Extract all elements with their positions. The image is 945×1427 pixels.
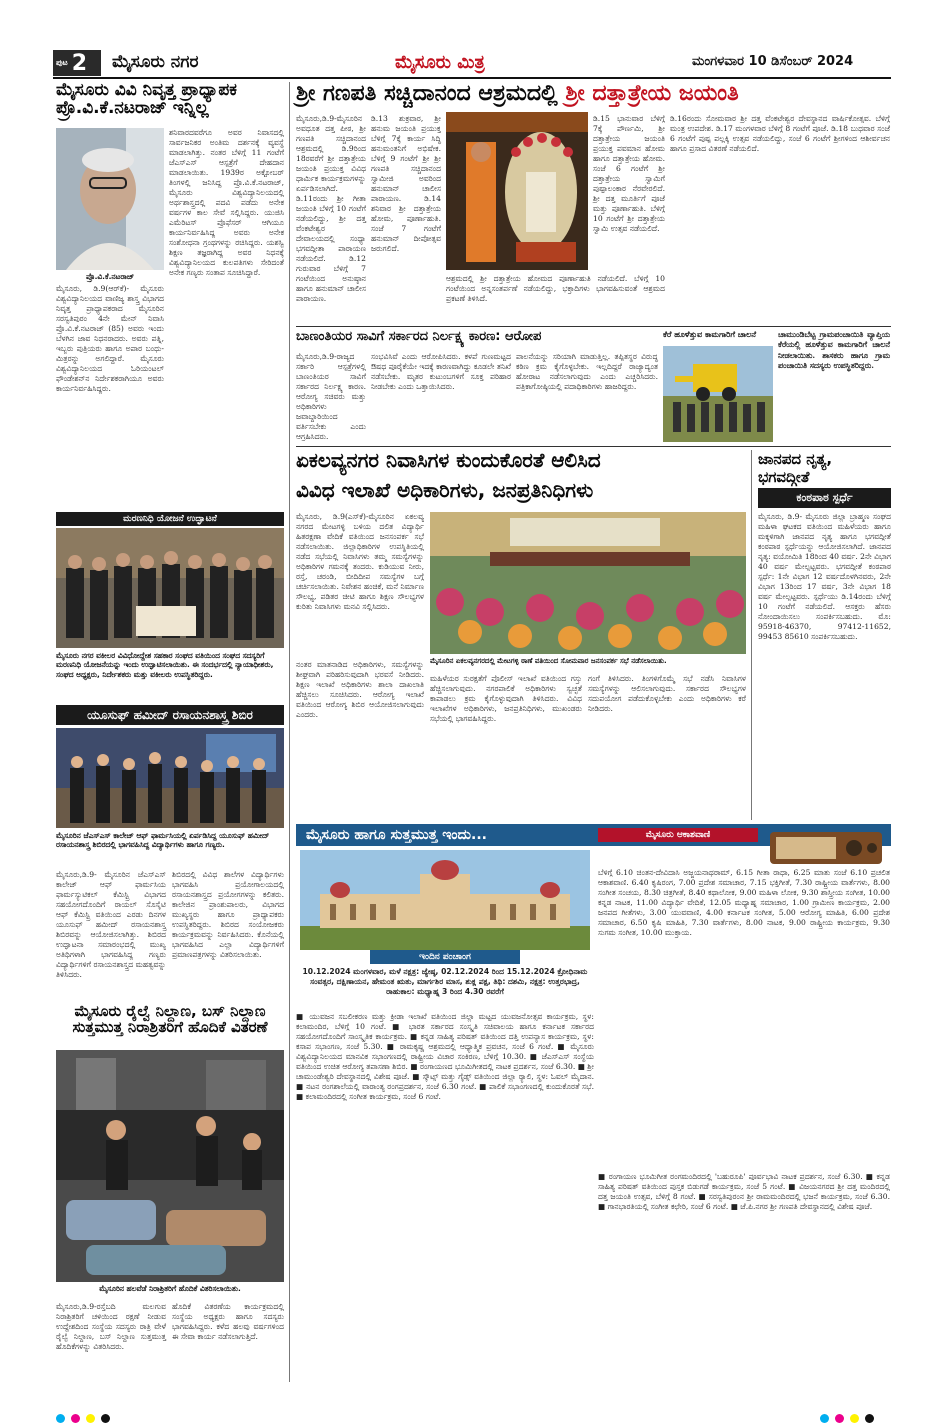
railway-col2: ಹೊದಿಕೆ ವಿತರಣೆಯ ಕಾರ್ಯಕ್ರಮದಲ್ಲಿ ಸಂಸ್ಥೆಯ ಅಧ್ಯಕ್ಷರು ಹಾಗೂ ಸದಸ್ಯರು ಭಾಗವಹಿಸಿದ್ದರು. ಕಳೆದ ಹಲವು ವರ್ಷಗಳಿಂದ ಈ ಸೇವಾ ಕಾರ್ಯ ನಡೆಸಲಾಗುತ್ತಿದೆ.	[172, 1302, 284, 1342]
ganapati-col4: ಡಿ.16ರಂದು ಸೋಮವಾರ ಶ್ರೀ ದತ್ತ ವೆಂಕಟೇಶ್ವರ ದೇವಸ್ಥಾನದ ವಾರ್ಷಿಕೋತ್ಸವ. ಬೆಳಿಗ್ಗೆ ಮಂತ್ರ ಉಪದೇಶ. ಡಿ.17 ಮಂಗಳವಾರ ಬೆಳಿಗ್ಗೆ 8 ಗಂಟೆಗೆ ಪೂಜೆ. ಡಿ.18 ಬುಧವಾರ ಸಂಜೆ 6 ಗಂಟೆಗೆ ಪುಷ್ಪ ಪಲ್ಲಕ್ಕಿ ಉತ್ಸವ ನಡೆಯಲಿದ್ದು, ಸಂಜೆ 6 ಗಂಟೆಗೆ ಶ್ರೀಗಳಿಂದ ಆಶೀರ್ವಚನ ಹಾಗೂ ಪ್ರಸಾದ ವಿತರಣೆ ನಡೆಯಲಿದೆ.	[670, 114, 890, 154]
ekalavya-col3: ಮಹಿಳೆಯರ ಸುರಕ್ಷತೆಗೆ ಪೊಲೀಸ್ ಇಲಾಖೆ ವತಿಯಿಂದ ಗಸ್ತು ಹೆಚ್ಚಿಸಲಾಗುವುದು. ನಗರಪಾಲಿಕೆ ಅಧಿಕಾರಿಗಳು ಸ್ವಚ್ಛತೆ ಕಾಪಾಡಲು ಕ್ರಮ ಕೈಗೊಳ್ಳುವುದಾಗಿ ತಿಳಿಸಿದರು. ವಿವಿಧ ಇಲಾಖೆಗಳ ಅಧಿಕಾರಿಗಳು, ಜನಪ್ರತಿನಿಧಿಗಳು, ಮುಖಂಡರು ಸಭೆಯಲ್ಲಿ ಭಾಗವಹಿಸಿದ್ದರು.	[430, 674, 582, 724]
ekalavya-col4: ಗಂಗೆ ತಿಳಿಸಿದರು. ತಿಂಗಳಿಗೊಮ್ಮೆ ಸಭೆ ನಡೆಸಿ ನಿವಾಸಿಗಳ ಸಮಸ್ಯೆಗಳನ್ನು ಆಲಿಸಲಾಗುವುದು. ಸರ್ಕಾರದ ಸೌಲಭ್ಯಗಳ ಸದುಪಯೋಗ ಪಡೆದುಕೊಳ್ಳಬೇಕು ಎಂದು ಅಧಿಕಾರಿಗಳು ಕರೆ ನೀಡಿದರು.	[588, 674, 746, 714]
ekalavya-caption: ಮೈಸೂರಿನ ಏಕಲವ್ಯನಗರದಲ್ಲಿ ಮೇಟಗಳ್ಳಿ ಠಾಣೆ ವತಿಯಿಂದ ಸೋಮವಾರ ಜನಸಂಪರ್ಕ ಸಭೆ ನಡೆಸಲಾಯಿತು.	[430, 657, 667, 665]
events-list-left: ■ ಯುವಜನ ಸಬಲೀಕರಣ ಮತ್ತು ಕ್ರೀಡಾ ಇಲಾಖೆ ವತಿಯಿಂದ ಜಿಲ್ಲಾ ಮಟ್ಟದ ಯುವಜನೋತ್ಸವ ಕಾರ್ಯಕ್ರಮ, ಸ್ಥಳ: ಕಲಾಮಂದಿರ, ಬೆಳಿಗ್ಗೆ 10 ಗಂಟೆ. ■ ಭಾರತ ಸರ್ಕಾರದ ಸಂಸ್ಕೃತಿ ಸಚಿವಾಲಯ ಹಾಗೂ ಕರ್ನಾಟಕ ಸರ್ಕಾರದ ಸಹಯೋಗದೊಂದಿಗೆ ಸಾಂಸ್ಕೃತಿಕ ಕಾರ್ಯಕ್ರಮ. ■ ಕನ್ನಡ ಸಾಹಿತ್ಯ ಪರಿಷತ್ ವತಿಯಿಂದ ದತ್ತಿ ಉಪನ್ಯಾಸ ಕಾರ್ಯಕ್ರಮ, ಸ್ಥಳ: ಕಸಾಪ ಸಭಾಂಗಣ, ಸಂಜೆ 5.30. ■ ರಾಮಕೃಷ್ಣ ಆಶ್ರಮದಲ್ಲಿ ಆಧ್ಯಾತ್ಮಿಕ ಪ್ರವಚನ, ಸಂಜೆ 6 ಗಂಟೆ. ■ ಮೈಸೂರು ವಿಶ್ವವಿದ್ಯಾನಿಲಯದ ಮಾನವಿಕ ಸಭಾಂಗಣದಲ್ಲಿ ರಾಷ್ಟ್ರೀಯ ವಿಚಾರ ಸಂಕಿರಣ, ಬೆಳಿಗ್ಗೆ 10.30. ■ ಜೆಎಸ್‌ಎಸ್ ಸಂಸ್ಥೆಯ ವತಿಯಿಂದ ಉಚಿತ ಆರೋಗ್ಯ ತಪಾಸಣಾ ಶಿಬಿರ. ■ ರಂಗಾಯಣದ ಭೂಮಿಗೀತದಲ್ಲಿ ನಾಟಕ ಪ್ರದರ್ಶನ, ಸಂಜೆ 6.30. ■ ಶ್ರೀ ಚಾಮುಂಡೇಶ್ವರಿ ದೇವಸ್ಥಾನದಲ್ಲಿ ವಿಶೇಷ ಪೂಜೆ. ■ ಸ್ಕೌಟ್ಸ್ ಮತ್ತು ಗೈಡ್ಸ್ ವತಿಯಿಂದ ಜಿಲ್ಲಾ ರ‍್ಯಾಲಿ, ಸ್ಥಳ: ಓವಲ್ ಮೈದಾನ. ■ ನಟನ ರಂಗಶಾಲೆಯಲ್ಲಿ ವಾರಾಂತ್ಯ ರಂಗಪ್ರದರ್ಶನ, ಸಂಜೆ 6.30 ಗಂಟೆ. ■ ಪಾಲಿಕೆ ಸಭಾಂಗಣದಲ್ಲಿ ಕುಂದುಕೊರತೆ ಸಭೆ. ■ ಕಲಾಮಂದಿರದಲ್ಲಿ ಸಂಗೀತ ಕಾರ್ಯಕ್ರಮ, ಸಂಜೆ 6 ಗಂಟೆ.	[296, 1012, 594, 1102]
ganapati-col1: ಮೈಸೂರು,ಡಿ.9-ಮೈಸೂರಿನ ಅವಧೂತ ದತ್ತ ಪೀಠ, ಶ್ರೀ ಗಣಪತಿ ಸಚ್ಚಿದಾನಂದ ಆಶ್ರಮದಲ್ಲಿ ಡಿ.9ರಿಂದ 18ರವರೆಗೆ ಶ್ರೀ ದತ್ತಾತ್ರೇಯ ಜಯಂತಿ ಪ್ರಯುಕ್ತ ವಿವಿಧ ಧಾರ್ಮಿಕ ಕಾರ್ಯಕ್ರಮಗಳನ್ನು ಏರ್ಪಡಿಸಲಾಗಿದೆ. ಡಿ.11ರಂದು ಶ್ರೀ ಗೀತಾ ಜಯಂತಿ ಬೆಳಿಗ್ಗೆ 10 ಗಂಟೆಗೆ ನಡೆಯಲಿದ್ದು, ಶ್ರೀ ದತ್ತ ವೆಂಕಟೇಶ್ವರ ದೇವಾಲಯದಲ್ಲಿ ಸಂಧ್ಯಾ ಭಗವದ್ಗೀತಾ ಪಾರಾಯಣ ನಡೆಯಲಿದೆ. ಡಿ.12 ಗುರುವಾರ ಬೆಳಿಗ್ಗೆ 7 ಗಂಟೆಯಿಂದ ಅನುಷ್ಠಾನ ಹಾಗೂ ಹನುಮಾನ್ ಚಾಲೀಸ ಪಾರಾಯಣ.	[296, 114, 366, 304]
issue-date: ಮಂಗಳವಾರ 10 ಡಿಸೆಂಬರ್ 2024	[692, 54, 854, 69]
ganapati-col2: ಡಿ.13 ಶುಕ್ರವಾರ, ಶ್ರೀ ಹನುಮ ಜಯಂತಿ ಪ್ರಯುಕ್ತ ಬೆಳಿಗ್ಗೆ 7ಕ್ಕೆ ಕಾರ್ಯ ಸಿದ್ಧಿ ಹನುಮಂತನಿಗೆ ಅಭಿಷೇಕ. ಬೆಳಿಗ್ಗೆ 9 ಗಂಟೆಗೆ ಶ್ರೀ ಶ್ರೀ ಗಣಪತಿ ಸಚ್ಚಿದಾನಂದ ಸ್ವಾಮೀಜಿ ಅವರಿಂದ ಹನುಮಾನ್ ಚಾಲೀಸ ಪಾರಾಯಣ. ಡಿ.14 ಶನಿವಾರ ಶ್ರೀ ದತ್ತಾತ್ರೇಯ ಹೋಮ, ಪೂರ್ಣಾಹುತಿ. ಸಂಜೆ 7 ಗಂಟೆಗೆ ಹನುಮಾನ್ ದೀಪೋತ್ಸವ ಜರುಗಲಿದೆ.	[371, 114, 441, 254]
banantiyar-col2: ಸಂಭವಿಸಿವೆ ಎಂದು ಆರೋಪಿಸಿದರು. ಕಳಪೆ ಗುಣಮಟ್ಟದ ಔಷಧ ಪೂರೈಕೆಯೇ ಇದಕ್ಕೆ ಕಾರಣವಾಗಿದ್ದು ಕೂಡಲೇ ತನಿಖೆ ನಡೆಸಬೇಕು. ಮೃತರ ಕುಟುಂಬಗಳಿಗೆ ಸೂಕ್ತ ಪರಿಹಾರ ನೀಡಬೇಕು ಎಂದು ಒತ್ತಾಯಿಸಿದರು.	[371, 352, 511, 392]
ganapati-rule	[296, 326, 891, 327]
railway-caption: ಮೈಸೂರಿನ ಹಲವೆಡೆ ನಿರಾಶ್ರಿತರಿಗೆ ಹೊದಿಕೆ ವಿತರಿಸಲಾಯಿತು.	[99, 1284, 241, 1293]
work-side-text: ಚಾಮುಂಡಿಬೆಟ್ಟ ಗ್ರಾಮಪಂಚಾಯಿತಿ ವ್ಯಾಪ್ತಿಯ ಕೆರೆಯಲ್ಲಿ ಹೂಳೆತ್ತುವ ಕಾಮಗಾರಿಗೆ ಚಾಲನೆ ನೀಡಲಾಯಿತು. ಶಾಸಕರು ಹಾಗೂ ಗ್ರಾಮ ಪಂಚಾಯಿತಿ ಸದಸ್ಯರು ಉಪಸ್ಥಿತರಿದ್ದರು.	[778, 330, 890, 370]
railway-headline: ಮೈಸೂರು ರೈಲ್ವೆ ನಿಲ್ದಾಣ, ಬಸ್ ನಿಲ್ದಾಣ ಸುತ್ತಮುತ್ತ ನಿರಾಶ್ರಿತರಿಗೆ ಹೊದಿಕೆ ವಿತರಣೆ	[72, 1002, 268, 1036]
work-photo	[663, 346, 773, 442]
gita-headline-1: ಜಾನಪದ ನೃತ್ಯ,	[758, 450, 833, 468]
night-street-photo-icon	[56, 1050, 284, 1282]
ekalavya-col2: ನಂತರ ಮಾತನಾಡಿದ ಅಧಿಕಾರಿಗಳು, ಸಮಸ್ಯೆಗಳನ್ನು ಶೀಘ್ರವಾಗಿ ಪರಿಹರಿಸುವುದಾಗಿ ಭರವಸೆ ನೀಡಿದರು. ಶಿಕ್ಷಣ ಇಲಾಖೆ ಅಧಿಕಾರಿಗಳು ಶಾಲಾ ದಾಖಲಾತಿ ಹೆಚ್ಚಿಸಲು ಸೂಚಿಸಿದರು. ಆರೋಗ್ಯ ಇಲಾಖೆ ವತಿಯಿಂದ ಆರೋಗ್ಯ ಶಿಬಿರ ಆಯೋಜಿಸಲಾಗುವುದು ಎಂದರು.	[296, 660, 424, 720]
excavator-photo-icon	[663, 346, 773, 442]
gita-body: ಮೈಸೂರು, ಡಿ.9- ಮೈಸೂರು ಜಿಲ್ಲಾ ಬ್ರಾಹ್ಮಣ ಸಂಘದ ಮಹಿಳಾ ಘಟಕದ ವತಿಯಿಂದ ಮಹಿಳೆಯರು ಹಾಗೂ ಮಕ್ಕಳಿಗಾಗಿ ಜಾನಪದ ನೃತ್ಯ ಹಾಗೂ ಭಗವದ್ಗೀತೆ ಕಂಠಪಾಠ ಸ್ಪರ್ಧೆಯನ್ನು ಆಯೋಜಿಸಲಾಗಿದೆ. ಜಾನಪದ ನೃತ್ಯ: ವಯೋಮಿತಿ 18ರಿಂದ 40 ವರ್ಷ. 2ನೇ ವಿಭಾಗ 40 ವರ್ಷ ಮೇಲ್ಪಟ್ಟವರು. ಭಗವದ್ಗೀತೆ ಕಂಠಪಾಠ ಸ್ಪರ್ಧೆ: 1ನೇ ವಿಭಾಗ 12 ವರ್ಷದೊಳಗಿನವರು, 2ನೇ ವಿಭಾಗ 13ರಿಂದ 17 ವರ್ಷ, 3ನೇ ವಿಭಾಗ 18 ವರ್ಷ ಮೇಲ್ಪಟ್ಟವರು. ಸ್ಪರ್ಧೆಯು ಡಿ.14ರಂದು ಬೆಳಿಗ್ಗೆ 10 ಗಂಟೆಗೆ ನಡೆಯಲಿದೆ. ಆಸಕ್ತರು ಹೆಸರು ನೋಂದಾಯಿಸಲು ಸಂಪರ್ಕಿಸಬಹುದು. ಮೊ: 95918-46370, 97412-11652, 99453 85610 ಸಂಪರ್ಕಿಸಬಹುದು.	[758, 512, 891, 642]
events-list-right: ■ ರಂಗಾಯಣ ಭೂಮಿಗೀತ ರಂಗಮಂದಿರದಲ್ಲಿ 'ಬಹುರೂಪಿ' ಪೂರ್ವಭಾವಿ ನಾಟಕ ಪ್ರದರ್ಶನ, ಸಂಜೆ 6.30. ■ ಕನ್ನಡ ಸಾಹಿತ್ಯ ಪರಿಷತ್ ವತಿಯಿಂದ ಪುಸ್ತಕ ಬಿಡುಗಡೆ ಕಾರ್ಯಕ್ರಮ, ಸಂಜೆ 5 ಗಂಟೆ. ■ ವಿಜಯನಗರದ ಶ್ರೀ ದತ್ತ ಮಂದಿರದಲ್ಲಿ ದತ್ತ ಜಯಂತಿ ಉತ್ಸವ, ಬೆಳಿಗ್ಗೆ 8 ಗಂಟೆ. ■ ಸರಸ್ವತಿಪುರಂನ ಶ್ರೀ ರಾಮಮಂದಿರದಲ್ಲಿ ಭಜನೆ ಕಾರ್ಯಕ್ರಮ, ಸಂಜೆ 6.30. ■ ಗಾನಭಾರತಿಯಲ್ಲಿ ಸಂಗೀತ ಕಛೇರಿ, ಸಂಜೆ 6 ಗಂಟೆ. ■ ಜೆ.ಪಿ.ನಗರ ಶ್ರೀ ಗಣಪತಿ ದೇವಸ್ಥಾನದಲ್ಲಿ ವಿಶೇಷ ಪೂಜೆ.	[598, 1172, 890, 1212]
color-registration-dots-right	[820, 1408, 880, 1427]
panchanga-banner: ಇಂದಿನ ಪಂಚಾಂಗ	[370, 950, 520, 964]
railway-photo	[56, 1050, 284, 1282]
natraj-col1: ಮೈಸೂರು, ಡಿ.9(ಆರ್‌ಕೆ)- ಮೈಸೂರು ವಿಶ್ವವಿದ್ಯಾನಿಲಯದ ವಾಣಿಜ್ಯ ಶಾಸ್ತ್ರ ವಿಭಾಗದ ನಿವೃತ್ತ ಪ್ರಾಧ್ಯಾಪಕರಾದ ಮೈಸೂರಿನ ಸರಸ್ವತಿಪುರಂ 4ನೇ ಮೇನ್ ನಿವಾಸಿ ಪ್ರೊ.ವಿ.ಕೆ.ನಟರಾಜ್ (85) ಅವರು ಇಂದು ಬೆಳಗಿನ ಜಾವ ನಿಧನರಾದರು. ಅವರು ಪತ್ನಿ, ಇಬ್ಬರು ಪುತ್ರಿಯರು ಹಾಗೂ ಅಪಾರ ಬಂಧು-ಮಿತ್ರರನ್ನು ಅಗಲಿದ್ದಾರೆ. ಮೈಸೂರು ವಿಶ್ವವಿದ್ಯಾನಿಲಯದ ಓರಿಯಂಟಲ್ ಫೌಂಡೇಶನ್‌ನ ನಿರ್ದೇಶಕರಾಗಿಯೂ ಅವರು ಕಾರ್ಯನಿರ್ವಹಿಸಿದ್ದರು.	[56, 284, 164, 394]
marenidhi-caption: ಮೈಸೂರು ನಗರ ವಕೀಲರ ವಿವಿಧೋದ್ದೇಶ ಸಹಕಾರ ಸಂಘದ ವತಿಯಿಂದ ಸಂಘದ ಸದಸ್ಯರಿಗೆ ಮರಣನಿಧಿ ಯೋಜನೆಯನ್ನು ಇಂದು ಉದ್ಘಾಟಿಸಲಾಯಿತು. ಈ ಸಂದರ್ಭದಲ್ಲಿ ನ್ಯಾಯಾಧೀಶರು, ಸಂಘದ ಅಧ್ಯಕ್ಷರು, ನಿರ್ದೇಶಕರು ಮತ್ತು ವಕೀಲರು ಉಪಸ್ಥಿತರಿದ್ದರು.	[56, 651, 274, 679]
work-rule	[296, 446, 891, 447]
banantiyar-col3: ಪಾಲನೆಯನ್ನು ಸರಿಯಾಗಿ ಮಾಡುತ್ತಿಲ್ಲ. ತಪ್ಪಿತಸ್ಥರ ವಿರುದ್ಧ ಕಠಿಣ ಕ್ರಮ ಕೈಗೊಳ್ಳಬೇಕು. ಇಲ್ಲದಿದ್ದರೆ ರಾಜ್ಯಾದ್ಯಂತ ಹೋರಾಟ ನಡೆಸಲಾಗುವುದು ಎಂದು ಎಚ್ಚರಿಸಿದರು. ಪತ್ರಿಕಾಗೋಷ್ಠಿಯಲ್ಲಿ ಪದಾಧಿಕಾರಿಗಳು ಹಾಜರಿದ್ದರು.	[516, 352, 658, 392]
section-title: ಮೈಸೂರು ನಗರ	[112, 52, 199, 72]
gita-divider	[751, 450, 752, 820]
palace-photo	[300, 850, 590, 950]
panchanga-text: 10.12.2024 ಮಂಗಳವಾರ, ಮಳೆ ನಕ್ಷತ್ರ: ಜ್ಯೇಷ್ಠ, 02.12.2024 ರಿಂದ 15.12.2024 ಕ್ರೋಧಿನಾಮ ಸಂವತ್ಸರ, ದಕ್ಷಿಣಾಯನ, ಹೇಮಂತ ಋತು, ಮಾರ್ಗಶಿರ ಮಾಸ, ಶುಕ್ಲ ಪಕ್ಷ, ತಿಥಿ: ದಶಮಿ, ನಕ್ಷತ್ರ: ಉತ್ತರಭಾದ್ರ, ರಾಹುಕಾಲ: ಮಧ್ಯಾಹ್ನ 3 ರಿಂದ 4.30 ರವರೆಗೆ	[302, 967, 588, 997]
natraj-headline: ಮೈಸೂರು ವಿವಿ ನಿವೃತ್ತ ಪ್ರಾಧ್ಯಾಪಕ ಪ್ರೊ.ವಿ.ಕೆ.ನಟರಾಜ್ ಇನ್ನಿಲ್ಲ	[56, 80, 237, 118]
ganapati-headline-part2: ಶ್ರೀ ದತ್ತಾತ್ರೇಯ ಜಯಂತಿ	[565, 81, 739, 106]
event-photo-icon	[56, 728, 284, 828]
events-banner: ಮೈಸೂರು ಹಾಗೂ ಸುತ್ತಮುತ್ತ ಇಂದು...	[296, 824, 891, 846]
ganapati-col3: ಡಿ.15 ಭಾನುವಾರ ಬೆಳಿಗ್ಗೆ 7ಕ್ಕೆ ಪೌರ್ಣಮಿ, ಶ್ರೀ ದತ್ತಾತ್ರೇಯ ಜಯಂತಿ ಪ್ರಯುಕ್ತ ಪವಮಾನ ಹೋಮ ಹಾಗೂ ದತ್ತಾತ್ರೇಯ ಹೋಮ. ಸಂಜೆ 6 ಗಂಟೆಗೆ ಶ್ರೀ ದತ್ತಾತ್ರೇಯ ಸ್ವಾಮಿಗೆ ಪುಷ್ಪಾಲಂಕಾರ ನೆರವೇರಲಿದೆ. ಶ್ರೀ ದತ್ತ ಮೂರ್ತಿಗೆ ಪೂಜೆ ಮತ್ತು ಪೂರ್ಣಾಹುತಿ. ಬೆಳಿಗ್ಗೆ 10 ಗಂಟೆಗೆ ಶ್ರೀ ದತ್ತಾತ್ರೇಯ ಸ್ವಾಮಿ ಉತ್ಸವ ನಡೆಯಲಿದೆ.	[593, 114, 665, 234]
yusuf-caption: ಮೈಸೂರಿನ ಜೆಎಸ್‌ಎಸ್ ಕಾಲೇಜ್ ಆಫ್ ಫಾರ್ಮಸಿಯಲ್ಲಿ ಏರ್ಪಡಿಸಿದ್ದ ಯೂಸುಫ್ ಹಮೀದ್ ರಸಾಯನಶಾಸ್ತ್ರ ಶಿಬಿರದಲ್ಲಿ ಭಾಗವಹಿಸಿದ್ದ ವಿದ್ಯಾರ್ಥಿಗಳು ಹಾಗೂ ಗಣ್ಯರು.	[56, 831, 270, 850]
ganapati-headline	[296, 82, 892, 110]
ekalavya-headline-2: ವಿವಿಧ ಇಲಾಖೆ ಅಧಿಕಾರಿಗಳು, ಜನಪ್ರತಿನಿಧಿಗಳು	[296, 478, 594, 502]
ganapati-bottom: ಆಶ್ರಮದಲ್ಲಿ ಶ್ರೀ ದತ್ತಾತ್ರೇಯ ಹೋಮದ ಪೂರ್ಣಾಹುತಿ ನಡೆಯಲಿದೆ. ಬೆಳಿಗ್ಗೆ 10 ಗಂಟೆಯಿಂದ ಅನ್ನಸಂತರ್ಪಣೆ ನಡೆಯಲಿದ್ದು, ಭಕ್ತಾದಿಗಳು ಭಾಗವಹಿಸುವಂತೆ ಆಶ್ರಮದ ಪ್ರಕಟಣೆ ತಿಳಿಸಿದೆ.	[446, 274, 665, 304]
meeting-crowd-photo-icon	[430, 512, 746, 654]
portrait-image-icon	[56, 128, 164, 270]
temple-idol-photo-icon	[446, 112, 588, 270]
ekalavya-intro: ಮೈಸೂರು, ಡಿ.9(ಎಸ್‌ಕೆ)-ಮೈಸೂರಿನ ಏಕಲವ್ಯ ನಗರದ ಮೇಟಗಳ್ಳಿ ಬಳಿಯ ದಲಿತ ವಿದ್ಯಾರ್ಥಿ ಹಿತರಕ್ಷಣಾ ವೇದಿಕೆ ವತಿಯಿಂದ ಜನಸಂಪರ್ಕ ಸಭೆ ನಡೆಸಲಾಯಿತು. ಜಿಲ್ಲಾಧಿಕಾರಿಗಳ ಉಪಸ್ಥಿತಿಯಲ್ಲಿ ನಡೆದ ಸಭೆಯಲ್ಲಿ ನಿವಾಸಿಗಳು ತಮ್ಮ ಸಮಸ್ಯೆಗಳನ್ನು ಅಧಿಕಾರಿಗಳ ಗಮನಕ್ಕೆ ತಂದರು. ಕುಡಿಯುವ ನೀರು, ರಸ್ತೆ, ಚರಂಡಿ, ಬೀದಿದೀಪ ಸಮಸ್ಯೆಗಳ ಬಗ್ಗೆ ಚರ್ಚಿಸಲಾಯಿತು. ನಿವೇಶನ ಹಂಚಿಕೆ, ಮನೆ ನಿರ್ಮಾಣ ಸೌಲಭ್ಯ, ಪಡಿತರ ಚೀಟಿ ಹಾಗೂ ಶಿಕ್ಷಣ ಸೌಲಭ್ಯಗಳ ಕುರಿತು ನಿವಾಸಿಗಳು ಮನವಿ ಸಲ್ಲಿಸಿದರು.	[296, 512, 424, 612]
yusuf-col2: ಶಿಬಿರದಲ್ಲಿ ವಿವಿಧ ಶಾಲೆಗಳ ವಿದ್ಯಾರ್ಥಿಗಳು ಭಾಗವಹಿಸಿ ಪ್ರಯೋಗಾಲಯದಲ್ಲಿ ರಸಾಯನಶಾಸ್ತ್ರದ ಪ್ರಯೋಗಗಳನ್ನು ಕಲಿತರು. ಕಾಲೇಜಿನ ಪ್ರಾಂಶುಪಾಲರು, ವಿಭಾಗದ ಮುಖ್ಯಸ್ಥರು ಹಾಗೂ ಪ್ರಾಧ್ಯಾಪಕರು ಉಪಸ್ಥಿತರಿದ್ದರು. ಶಿಬಿರದ ಸಂಯೋಜಕರು ಕಾರ್ಯಕ್ರಮವನ್ನು ನಿರ್ವಹಿಸಿದರು. ಕೊನೆಯಲ್ಲಿ ಭಾಗವಹಿಸಿದ ಎಲ್ಲಾ ವಿದ್ಯಾರ್ಥಿಗಳಿಗೆ ಪ್ರಮಾಣಪತ್ರಗಳನ್ನು ವಿತರಿಸಲಾಯಿತು.	[172, 870, 284, 960]
natraj-photo	[56, 128, 164, 270]
yusuf-banner: ಯೂಸುಫ್ ಹಮೀದ್ ರಸಾಯನಶಾಸ್ತ್ರ ಶಿಬಿರ	[56, 705, 284, 725]
page-label: ಪುಟ	[56, 58, 68, 67]
page-number: 2	[71, 50, 88, 76]
railway-col1: ಮೈಸೂರು,ಡಿ.9-ರಸ್ತೆಬದಿ ಮಲಗುವ ನಿರಾಶ್ರಿತರಿಗೆ ಚಳಿಯಿಂದ ರಕ್ಷಣೆ ನೀಡುವ ಉದ್ದೇಶದಿಂದ ಸಂಸ್ಥೆಯ ಸದಸ್ಯರು ರಾತ್ರಿ ವೇಳೆ ರೈಲ್ವೆ ನಿಲ್ದಾಣ, ಬಸ್ ನಿಲ್ದಾಣ ಸುತ್ತಮುತ್ತ ಹೊದಿಕೆಗಳನ್ನು ವಿತರಿಸಿದರು.	[56, 1302, 166, 1352]
natraj-photo-caption: ಪ್ರೊ.ವಿ.ಕೆ.ನಟರಾಜ್	[86, 272, 135, 281]
group-photo-icon	[56, 528, 284, 648]
page-label-box	[53, 50, 101, 76]
ekalavya-photo	[430, 512, 746, 654]
masthead-rule	[53, 77, 891, 79]
yusuf-photo	[56, 728, 284, 828]
ekalavya-headline-1: ಏಕಲವ್ಯನಗರ ನಿವಾಸಿಗಳ ಕುಂದುಕೊರತೆ ಆಲಿಸಿದ	[296, 448, 601, 472]
banantiyar-col1: ಮೈಸೂರು,ಡಿ.9-ರಾಜ್ಯದ ಸರ್ಕಾರಿ ಆಸ್ಪತ್ರೆಗಳಲ್ಲಿ ಬಾಣಂತಿಯರ ಸಾವಿಗೆ ಸರ್ಕಾರದ ನಿರ್ಲಕ್ಷ್ಯ ಕಾರಣ. ಆರೋಗ್ಯ ಸಚಿವರು ಮತ್ತು ಅಧಿಕಾರಿಗಳು ಜವಾಬ್ದಾರಿಯಿಂದ ವರ್ತಿಸಬೇಕು ಎಂದು ಆಗ್ರಹಿಸಿದರು.	[296, 352, 366, 442]
yusuf-col1: ಮೈಸೂರು,ಡಿ.9- ಮೈಸೂರಿನ ಜೆಎಸ್‌ಎಸ್ ಕಾಲೇಜ್ ಆಫ್ ಫಾರ್ಮಸಿಯ ಫಾರ್ಮಸ್ಯುಟಿಕಲ್ ಕೆಮಿಸ್ಟ್ರಿ ವಿಭಾಗದ ಸಹಯೋಗದೊಂದಿಗೆ ರಾಯಲ್ ಸೊಸೈಟಿ ಆಫ್ ಕೆಮಿಸ್ಟ್ರಿ ವತಿಯಿಂದ ಎರಡು ದಿನಗಳ ಯೂಸುಫ್ ಹಮೀದ್ ರಸಾಯನಶಾಸ್ತ್ರ ಶಿಬಿರವನ್ನು ಆಯೋಜಿಸಲಾಗಿತ್ತು. ಶಿಬಿರದ ಉದ್ಘಾಟನಾ ಸಮಾರಂಭದಲ್ಲಿ ಮುಖ್ಯ ಅತಿಥಿಗಳಾಗಿ ಭಾಗವಹಿಸಿದ್ದ ಗಣ್ಯರು ವಿದ್ಯಾರ್ಥಿಗಳಿಗೆ ರಸಾಯನಶಾಸ್ತ್ರದ ಮಹತ್ವವನ್ನು ತಿಳಿಸಿದರು.	[56, 870, 166, 980]
gita-headline-2: ಭಗವದ್ಗೀತೆ	[758, 468, 810, 486]
gita-subhead: ಕಂಠಪಾಠ ಸ್ಪರ್ಧೆ	[758, 488, 891, 508]
radio-banner: ಮೈಸೂರು ಆಕಾಶವಾಣಿ	[598, 828, 758, 842]
work-headline: ಕೆರೆ ಹೂಳೆತ್ತುವ ಕಾಮಗಾರಿಗೆ ಚಾಲನೆ	[663, 330, 757, 339]
paper-name: ಮೈಸೂರು ಮಿತ್ರ	[395, 52, 485, 73]
ganapati-photo	[446, 112, 588, 270]
radio-icon	[766, 828, 886, 866]
ganapati-headline-part1: ಶ್ರೀ ಗಣಪತಿ ಸಚ್ಚಿದಾನಂದ ಆಶ್ರಮದಲ್ಲಿ	[296, 81, 558, 106]
radio-image	[766, 828, 886, 866]
left-column-divider	[289, 82, 290, 1382]
color-registration-dots	[56, 1408, 116, 1427]
marenidhi-photo	[56, 528, 284, 648]
palace-image-icon	[300, 850, 590, 950]
banantiyar-headline: ಬಾಣಂತಿಯರ ಸಾವಿಗೆ ಸರ್ಕಾರದ ನಿರ್ಲಕ್ಷ್ಯ ಕಾರಣ: ಆರೋಪ	[296, 329, 542, 344]
radio-text: ಬೆಳಿಗ್ಗೆ 6.10 ಚಿಂತನ-ದೇವಿದಾಸಿ ಅಜ್ಜಯನಾಥರಾಮ್, 6.15 ಗೀತಾ ರಾಧಾ, 6.25 ಮಾತು ಸಂಜೆ 6.10 ಪ್ರಚಲಿತ ಆಕಾಶವಾಣಿ. 6.40 ಕೃಷಿರಂಗ, 7.00 ಪ್ರದೇಶ ಸಮಾಚಾರ, 7.15 ಭಕ್ತಿಗೀತೆ, 7.30 ರಾಷ್ಟ್ರೀಯ ವಾರ್ತೆಗಳು, 8.00 ಸಂಗೀತ ಸಂಚಯ, 8.30 ಚಿತ್ರಗೀತೆ, 8.40 ಕಥಾಲೋಕ, 9.00 ಮಹಿಳಾ ಲೋಕ, 9.30 ಶಾಸ್ತ್ರೀಯ ಸಂಗೀತ, 10.00 ಕನ್ನಡ ನಾಟಕ, 11.00 ವಿದ್ಯಾರ್ಥಿ ವೇದಿಕೆ, 12.05 ಮಧ್ಯಾಹ್ನ ಸಮಾಚಾರ, 1.00 ಗ್ರಾಮೀಣ ಕಾರ್ಯಕ್ರಮ, 2.00 ಜನಪದ ಗೀತೆಗಳು, 3.00 ಯುವವಾಣಿ, 4.00 ಕರ್ನಾಟಕ ಸಂಗೀತ, 5.00 ಆರೋಗ್ಯ ಮಾಹಿತಿ, 6.00 ಪ್ರದೇಶ ಸಮಾಚಾರ, 6.50 ಕೃಷಿ ಮಾಹಿತಿ, 7.30 ವಾರ್ತೆಗಳು, 8.00 ನಾಟಕ, 9.00 ರಾಷ್ಟ್ರೀಯ ಕಾರ್ಯಕ್ರಮ, 9.30 ಸುಗಮ ಸಂಗೀತ, 10.00 ಮುಕ್ತಾಯ.	[598, 868, 890, 938]
natraj-col2: ಶನಿವಾರದವರೆಗೂ ಅವರ ನಿವಾಸದಲ್ಲಿ ಸಾರ್ವಜನಿಕರ ಅಂತಿಮ ದರ್ಶನಕ್ಕೆ ವ್ಯವಸ್ಥೆ ಮಾಡಲಾಗಿತ್ತು. ನಂತರ ಬೆಳಿಗ್ಗೆ 11 ಗಂಟೆಗೆ ಜೆಎಸ್‌ಎಸ್ ಆಸ್ಪತ್ರೆಗೆ ದೇಹದಾನ ಮಾಡಲಾಯಿತು. 1939ರ ಅಕ್ಟೋಬರ್ ತಿಂಗಳಲ್ಲಿ ಜನಿಸಿದ್ದ ಪ್ರೊ.ವಿ.ಕೆ.ನಟರಾಜ್, ಮೈಸೂರು ವಿಶ್ವವಿದ್ಯಾನಿಲಯದಲ್ಲಿ ಅರ್ಥಶಾಸ್ತ್ರದಲ್ಲಿ ಪದವಿ ಪಡೆದು ಅನೇಕ ವರ್ಷಗಳ ಕಾಲ ಸೇವೆ ಸಲ್ಲಿಸಿದ್ದರು. ಯುಜಿಸಿ ಎಮೆರಿಟಸ್ ಪ್ರೊಫೆಸರ್ ಆಗಿಯೂ ಕಾರ್ಯನಿರ್ವಹಿಸಿದ್ದ ಅವರು ಅನೇಕ ಸಂಶೋಧನಾ ಗ್ರಂಥಗಳನ್ನು ರಚಿಸಿದ್ದರು. ಯಶಸ್ವಿ ಶಿಕ್ಷಣ ತಜ್ಞರಾಗಿದ್ದ ಅವರ ನಿಧನಕ್ಕೆ ವಿಶ್ವವಿದ್ಯಾನಿಲಯದ ಕುಲಪತಿಗಳು ಸೇರಿದಂತೆ ಅನೇಕ ಗಣ್ಯರು ಸಂತಾಪ ಸೂಚಿಸಿದ್ದಾರೆ.	[169, 128, 284, 278]
marenidhi-banner: ಮರಣನಿಧಿ ಯೋಜನೆ ಉದ್ಘಾಟನೆ	[56, 512, 284, 526]
